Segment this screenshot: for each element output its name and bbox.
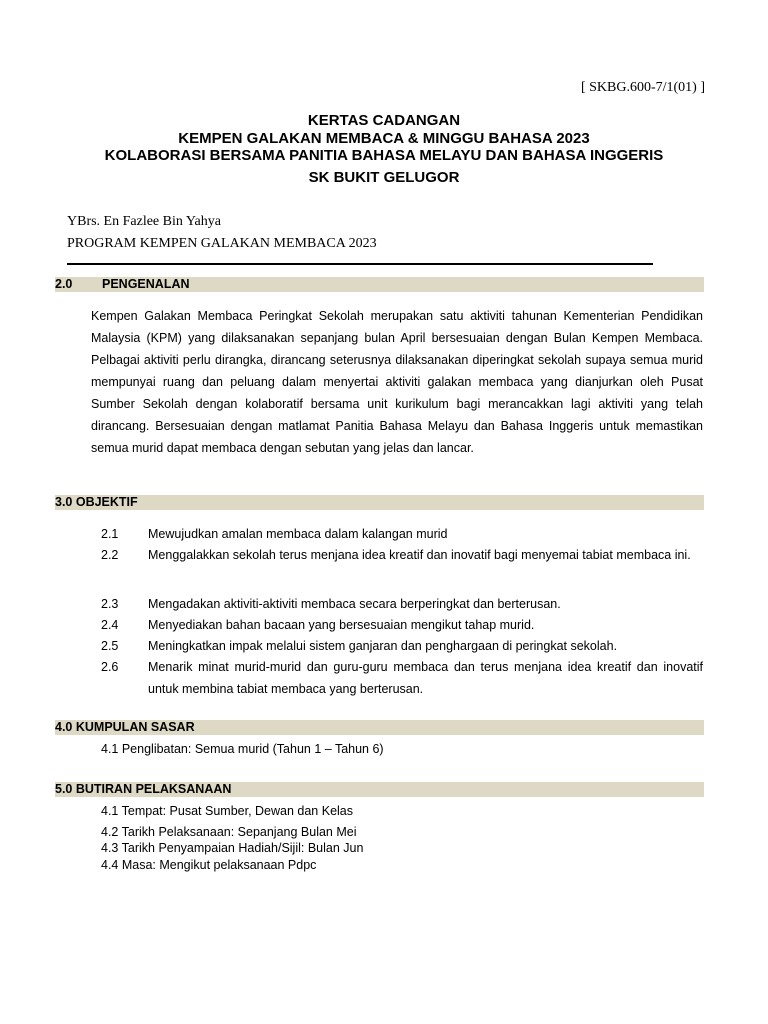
document-reference: [ SKBG.600-7/1(01) ]: [580, 80, 705, 95]
title-line-4: SK BUKIT GELUGOR: [308, 169, 460, 186]
objective-text: Menarik minat murid-murid dan guru-guru membaca dan terus menjana idea kreatif dan inovatif untuk membina tabiat membaca yang berterusan.: [148, 660, 703, 696]
objective-number: 2.3: [101, 597, 119, 611]
intro-paragraph: Kempen Galakan Membaca Peringkat Sekolah merupakan satu aktiviti tahunan Kementerian Pendidikan Malaysia (KPM) yang dilaksanakan sepanjang bulan April bersesuaian dengan Bulan Kempen Membaca. Pelbagai aktiviti perlu dirangka, dirancang seterusnya dilaksanakan diperingkat sekolah supaya semua murid mempunyai ruang dan peluang dalam menyertai aktiviti galakan membaca yang dianjurkan oleh Pusat Sumber Sekolah dengan kolaboratif bersama unit kurikulum bagi merancakkan lagi aktiviti yang telah dirancang. Bersesuaian dengan matlamat Panitia Bahasa Melayu dan Bahasa Inggeris untuk memastikan semua murid dapat membaca dengan sebutan yang jelas dan lancar.: [91, 309, 703, 455]
list-item: 4.4 Masa: Mengikut pelaksanaan Pdpc: [101, 858, 317, 872]
objective-text: Mewujudkan amalan membaca dalam kalangan murid: [148, 527, 448, 541]
section-heading-pengenalan: [55, 277, 704, 292]
objective-number: 2.1: [101, 527, 119, 541]
objective-number: 2.2: [101, 548, 119, 562]
objective-text: Menyediakan bahan bacaan yang bersesuaian mengikut tahap murid.: [148, 618, 535, 632]
objective-text: Mengadakan aktiviti-aktiviti membaca secara berperingkat dan berterusan.: [148, 597, 561, 611]
list-item: 4.2 Tarikh Pelaksanaan: Sepanjang Bulan Mei: [101, 825, 357, 839]
objective-number: 2.6: [101, 660, 119, 674]
addressee: YBrs. En Fazlee Bin Yahya: [67, 214, 221, 229]
objective-text: Meningkatkan impak melalui sistem ganjaran dan penghargaan di peringkat sekolah.: [148, 639, 618, 653]
title-line-3: KOLABORASI BERSAMA PANITIA BAHASA MELAYU DAN BAHASA INGGERIS: [104, 147, 664, 164]
program-name: PROGRAM KEMPEN GALAKAN MEMBACA 2023: [67, 236, 377, 251]
title-line-2: KEMPEN GALAKAN MEMBACA & MINGGU BAHASA 2023: [178, 130, 590, 147]
section-title: PENGENALAN: [102, 277, 190, 291]
list-item: 4.1 Penglibatan: Semua murid (Tahun 1 – Tahun 6): [101, 742, 384, 756]
section-heading-butiran-pelaksanaan: 5.0 BUTIRAN PELAKSANAAN: [55, 782, 704, 797]
list-item: 4.1 Tempat: Pusat Sumber, Dewan dan Kelas: [101, 804, 354, 818]
objective-number: 2.5: [101, 639, 119, 653]
list-item: 4.3 Tarikh Penyampaian Hadiah/Sijil: Bulan Jun: [101, 841, 364, 855]
divider-rule: [67, 263, 653, 265]
objective-number: 2.4: [101, 618, 119, 632]
section-heading-objektif: 3.0 OBJEKTIF: [55, 495, 704, 510]
section-heading-kumpulan-sasar: 4.0 KUMPULAN SASAR: [55, 720, 704, 735]
section-number: 2.0: [55, 277, 73, 291]
title-line-1: KERTAS CADANGAN: [307, 112, 461, 129]
objective-text: Menggalakkan sekolah terus menjana idea kreatif dan inovatif bagi menyemai tabiat membaca ini.: [148, 548, 691, 562]
